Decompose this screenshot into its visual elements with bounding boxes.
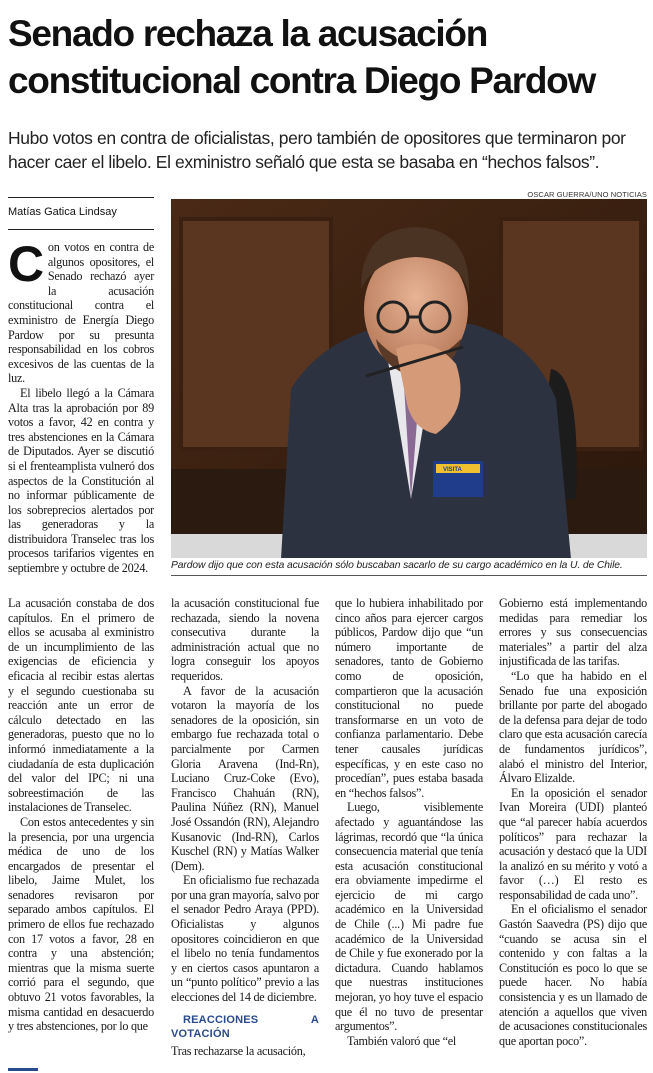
column-1 bbox=[8, 236, 154, 576]
headline: Senado rechaza la acusación constitucional contra Diego Pardow bbox=[8, 13, 595, 101]
dropcap: C bbox=[8, 236, 44, 292]
column-5 bbox=[499, 596, 647, 1048]
badge-text: VISITA bbox=[443, 467, 462, 473]
deck: Hubo votos en contra de oficialistas, pero también de opositores que terminaron por hacer caer el libelo. El exministro señaló que esta se basaba en “hechos falsos”. bbox=[8, 128, 626, 172]
paragraph: Gobierno está implementando medidas para remediar los errores y sus consecuencias materiales” a partir del alza injustificada de las tarifas. bbox=[499, 596, 647, 669]
column-4 bbox=[335, 596, 483, 1048]
paragraph: que lo hubiera inhabilitado por cinco años para ejercer cargos públicos, Pardow dijo que “un número importante de senadores, tanto de Gobierno como de oposición, compartieron que la acusación constitucional no puede transformarse en un voto de confianza parlamentario. Debe tener causales jurídicas específicas, y en este caso no procedían”, pues estaba basada en “hechos falsos”. bbox=[335, 596, 483, 800]
article-photo bbox=[171, 199, 647, 558]
paragraph: También valoró que “el bbox=[347, 1033, 457, 1048]
paragraph: Tras rechazarse la acusación, bbox=[171, 1043, 306, 1058]
paragraph-lead: Con votos en contra de algunos opositores, el Senado rechazó ayer la acusación constitucional contra el exministro de Energía Diego Pardow por su presunta responsabilidad en los cobros excesivos de las cuentas de la luz. bbox=[8, 236, 154, 386]
paragraph: A favor de la acusación votaron la mayoría de los senadores de la oposición, sin embargo fue rechazada total o parcialmente por Carmen Gloria Aravena (Ind-Rn), Luciano Cruz-Coke (Evo), Francisco Chahuán (RN), Paulina Núñez (RN), Manuel José Ossandón (RN), Alejandro Kusanovic (Ind-RN), Carlos Kuschel (RN) y Matías Walker (Dem). bbox=[171, 683, 319, 873]
paragraph: Luego, visiblemente afectado y aguantándose las lágrimas, recordó que “la única consecuencia material que tenía esta acusación constitucional era obviamente impedirme el ejercicio de mi cargo académico en la Universidad de Chile (...) Mi padre fue académico de la Universidad de Chile y fue exonerado por la dictadura. Cuando hablamos que nuestras instituciones mejoran, yo hoy tuve el espacio que él no tuvo de presentar argumentos”. bbox=[335, 800, 483, 1034]
paragraph: En el oficialismo el senador Gastón Saavedra (PS) dijo que “cuando se acusa sin el contenido y con faltas a la Constitución es poco lo que se puede hacer. No había consistencia y es un llamado de atención a aquellos que viven de acusaciones constitucionales que aportan poco”. bbox=[499, 902, 647, 1048]
paragraph: El libelo llegó a la Cámara Alta tras la aprobación por 89 votos a favor, 42 en contra y tres abstenciones en la Cámara de Diputados. Ayer se discutió si el frenteamplista vulneró dos aspectos de la Constitución al no informar públicamente de los sobreprecios alertados por las generadoras y la distribuidora Transelec tras los procesos tarifarios vigentes en septiembre y octubre de 2024. bbox=[8, 385, 154, 576]
byline: Matías Gatica Lindsay bbox=[8, 206, 117, 218]
paragraph: La acusación constaba de dos capítulos. En el primero de ellos se acusaba al exministro de un incumplimiento de las exigencias de eficiencia y eficacia al recibir estas alertas y el segundo cuestionaba su reacción ante un error de cálculo detectado en las generadoras, puesto que no lo informó inmediatamente a la ciudadanía de esta duplicación del valor del IPC; ni una sobreestimación de las instalaciones de Transelec. bbox=[8, 596, 154, 815]
column-2 bbox=[8, 596, 154, 1034]
paragraph: En la oposición el senador Ivan Moreira (UDI) planteó que “al parecer había acuerdos políticos” para rechazar la acusación y destacó que la UDI la analizó en su mérito y votó a favor (…) El resto es responsabilidad de cada uno”. bbox=[499, 785, 647, 902]
photo-caption: Pardow dijo que con esta acusación sólo buscaban sacarlo de su cargo académico en la U. de Chile. bbox=[171, 560, 623, 571]
paragraph: En oficialismo fue rechazada por una gran mayoría, salvo por el senador Pedro Araya (PPD). Oficialistas y algunos opositores coincidieron en que el libelo no tenía fundamentos y en ciertos casos apuntaron a un “punto político” previo a las elecciones del 14 de diciembre. bbox=[171, 873, 319, 1005]
subhead: REACCIONES A VOTACIÓN bbox=[171, 1013, 319, 1041]
photo-credit: OSCAR GUERRA/UNO NOTICIAS bbox=[527, 190, 647, 199]
byline-rule-bottom bbox=[8, 229, 154, 230]
column-3 bbox=[171, 596, 319, 1058]
caption-rule bbox=[171, 575, 647, 576]
paragraph: Con estos antecedentes y sin la presencia, por una urgencia médica de uno de los encargados de presentar el libelo, Jaime Mulet, los senadores revisaron por separado ambos capítulos. El primero de ellos fue rechazado con 17 votos a favor, 28 en contra y una abstención; mientras que la misma suerte corrió para el segundo, que obtuvo 21 votos favorables, la misma cantidad en desacuerdo y tres abstenciones, por lo que bbox=[8, 814, 154, 1034]
byline-rule-top bbox=[8, 197, 154, 198]
paragraph: “Lo que ha habido en el Senado fue una exposición brillante por parte del abogado de la defensa para dejar de todo claro que esta acusación carecía de fundamentos jurídicos”, alabó el ministro del Interior, Álvaro Elizalde. bbox=[499, 668, 647, 786]
paragraph: la acusación constitucional fue rechazada, siendo la novena consecutiva durante la administración actual que no logra conseguir los apoyos requeridos. bbox=[171, 596, 319, 683]
bottom-accent-bar bbox=[8, 1068, 38, 1071]
